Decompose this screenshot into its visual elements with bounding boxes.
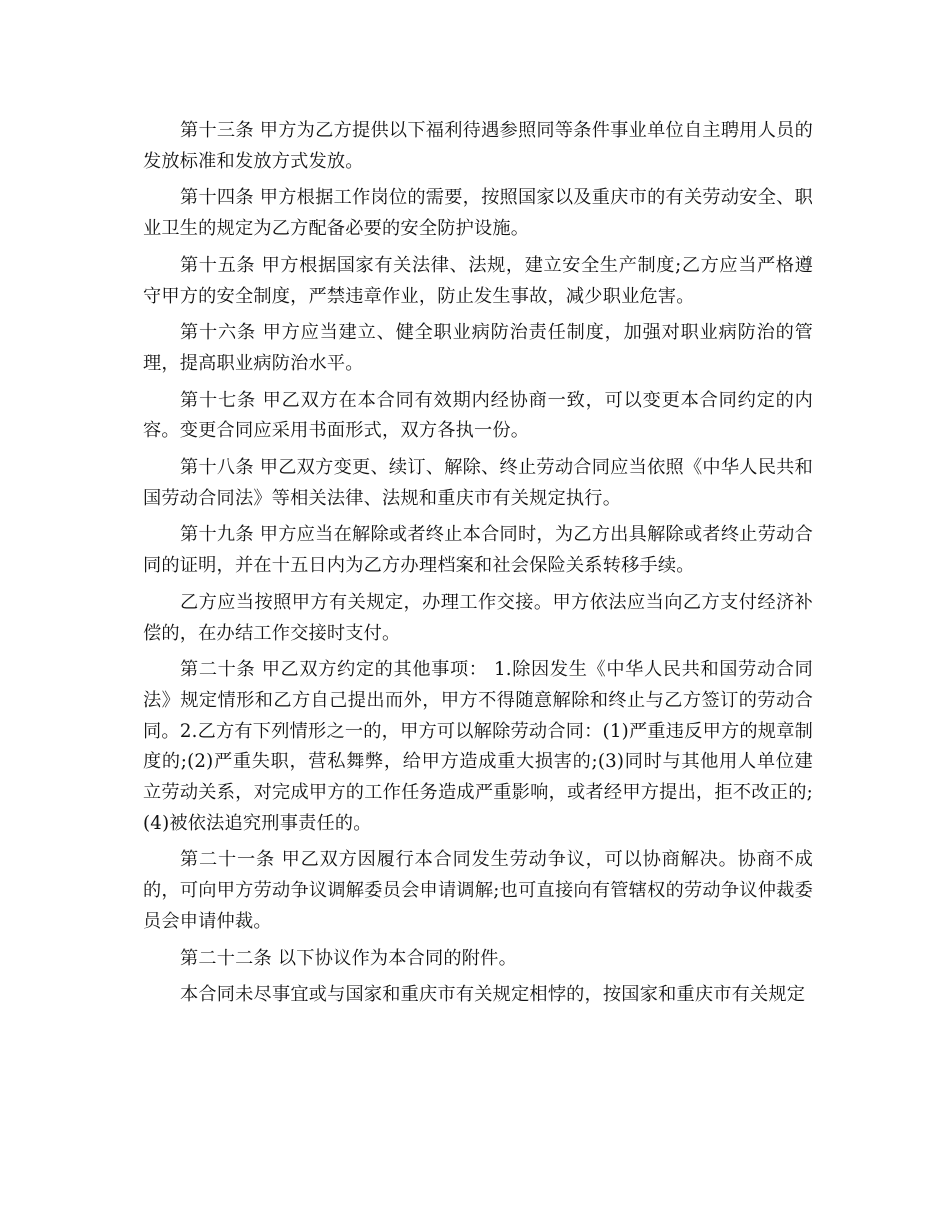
paragraph-article-20: 第二十条 甲乙双方约定的其他事项： 1.除因发生《中华人民共和国劳动合同法》规定情形和乙方自己提出而外，甲方不得随意解除和终止与乙方签订的劳动合同。2.乙方有下列情形之一的，甲方可以解除劳动合同：(1)严重违反甲方的规章制度的;(2)严重失职，营私舞弊，给甲方造成重大损害的;(3)同时与其他用人单位建立劳动关系，对完成甲方的工作任务造成严重影响，或者经甲方提出，拒不改正的;(4)被依法追究刑事责任的。 bbox=[143, 659, 813, 834]
paragraph-article-16: 第十六条 甲方应当建立、健全职业病防治责任制度，加强对职业病防治的管理，提高职业病防治水平。 bbox=[143, 322, 813, 374]
document-body bbox=[143, 116, 813, 1017]
paragraph-handover: 乙方应当按照甲方有关规定，办理工作交接。甲方依法应当向乙方支付经济补偿的，在办结工作交接时支付。 bbox=[143, 591, 813, 644]
paragraph-article-19: 第十九条 甲方应当在解除或者终止本合同时，为乙方出具解除或者终止劳动合同的证明，并在十五日内为乙方办理档案和社会保险关系转移手续。 bbox=[143, 524, 813, 577]
paragraph-supplementary: 本合同未尽事宜或与国家和重庆市有关规定相悖的，按国家和重庆市有关规定 bbox=[180, 984, 806, 1006]
paragraph-article-21: 第二十一条 甲乙双方因履行本合同发生劳动争议，可以协商解决。协商不成的，可向甲方劳动争议调解委员会申请调解;也可直接向有管辖权的劳动争议仲裁委员会申请仲裁。 bbox=[143, 849, 813, 932]
paragraph-article-22: 第二十二条 以下协议作为本合同的附件。 bbox=[180, 947, 517, 969]
paragraph-article-18: 第十八条 甲乙双方变更、续订、解除、终止劳动合同应当依照《中华人民共和国劳动合同法》等相关法律、法规和重庆市有关规定执行。 bbox=[143, 457, 813, 509]
paragraph-article-13: 第十三条 甲方为乙方提供以下福利待遇参照同等条件事业单位自主聘用人员的发放标准和发放方式发放。 bbox=[143, 120, 813, 172]
paragraph-article-15: 第十五条 甲方根据国家有关法律、法规，建立安全生产制度;乙方应当严格遵守甲方的安全制度，严禁违章作业，防止发生事故，减少职业危害。 bbox=[143, 254, 813, 307]
paragraph-article-14: 第十四条 甲方根据工作岗位的需要，按照国家以及重庆市的有关劳动安全、职业卫生的规定为乙方配备必要的安全防护设施。 bbox=[143, 187, 813, 240]
paragraph-article-17: 第十七条 甲乙双方在本合同有效期内经协商一致，可以变更本合同约定的内容。变更合同应采用书面形式，双方各执一份。 bbox=[143, 389, 813, 442]
